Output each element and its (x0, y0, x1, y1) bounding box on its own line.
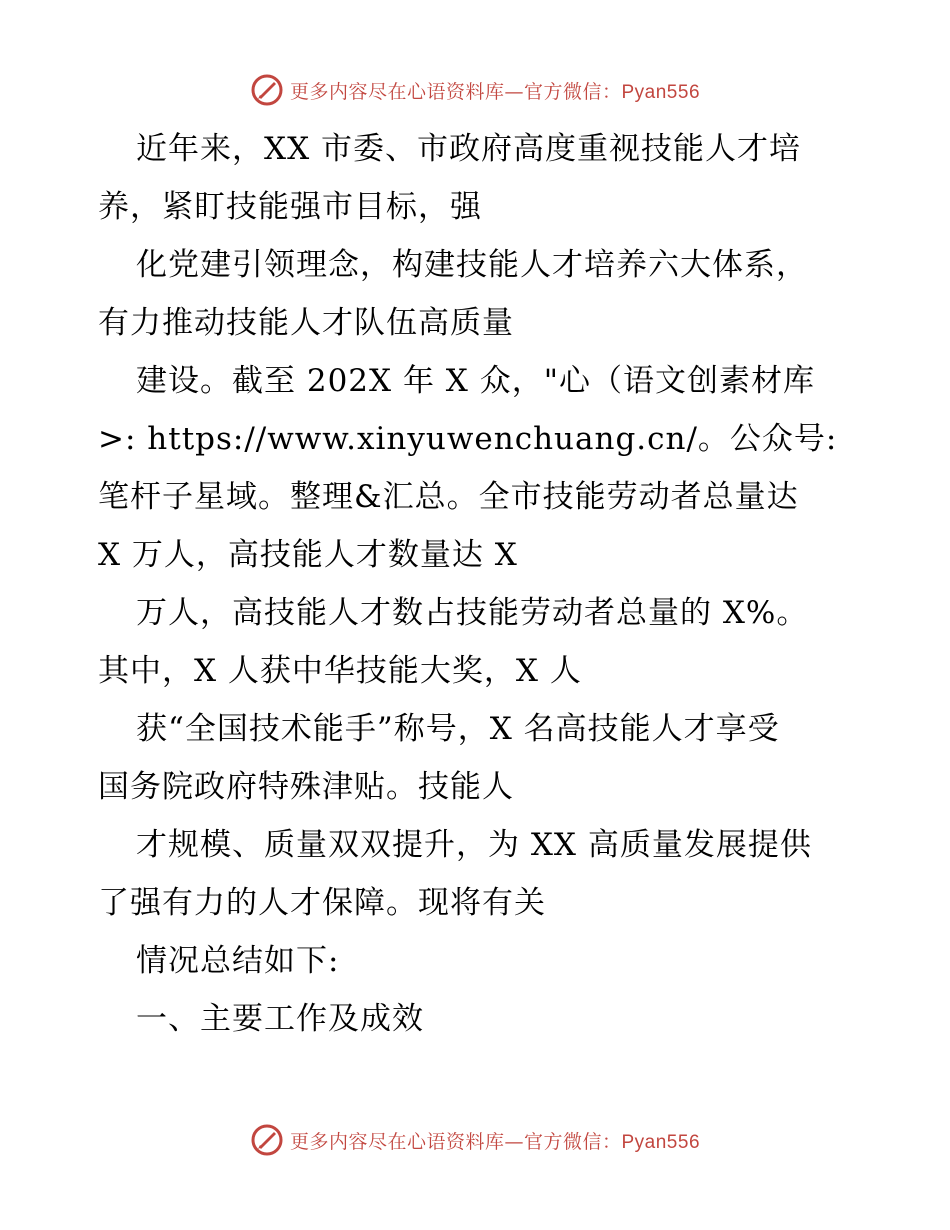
header-banner-text: 更多内容尽在心语资料库—官方微信：Pyan556 (289, 80, 701, 103)
footer-wechat-id: Pyan556 (621, 1131, 701, 1153)
text-line: 万人，高技能人才数占技能劳动者总量的 X%。 (136, 595, 809, 631)
text-line: 笔杆子星域。整理&汇总。全市技能劳动者总量达 (98, 479, 799, 515)
footer-banner-text: 更多内容尽在心语资料库—官方微信：Pyan556 (289, 1130, 701, 1153)
text-line: 近年来，XX 市委、市政府高度重视技能人才培 (136, 131, 801, 167)
quill-seal-logo-icon (250, 1123, 284, 1157)
header-wechat-id: Pyan556 (621, 81, 701, 103)
text-line: >: https://www.xinyuwenchuang.cn/。公众号: (98, 421, 838, 457)
footer-banner (0, 1120, 950, 1160)
text-line: 养，紧盯技能强市目标，强 (98, 189, 482, 225)
text-line: 获“全国技术能手”称号，X 名高技能人才享受 (136, 711, 780, 747)
text-line: 化党建引领理念，构建技能人才培养六大体系， (136, 247, 808, 283)
text-line: 其中，X 人获中华技能大奖，X 人 (98, 653, 582, 689)
text-line: 有力推动技能人才队伍高质量 (98, 305, 514, 341)
document-body (98, 120, 858, 1048)
text-line: 一、主要工作及成效 (136, 1001, 424, 1037)
text-line: 国务院政府特殊津贴。技能人 (98, 769, 514, 805)
text-line: X 万人，高技能人才数量达 X (98, 537, 518, 573)
text-line: 了强有力的人才保障。现将有关 (98, 885, 546, 921)
text-line: 才规模、质量双双提升，为 XX 高质量发展提供 (136, 827, 812, 863)
text-line: 情况总结如下: (136, 943, 340, 979)
quill-seal-logo-icon (250, 73, 284, 107)
text-line: 建设。截至 202X 年 X 众，"心（语文创素材库 (136, 363, 815, 399)
header-banner (0, 70, 950, 110)
